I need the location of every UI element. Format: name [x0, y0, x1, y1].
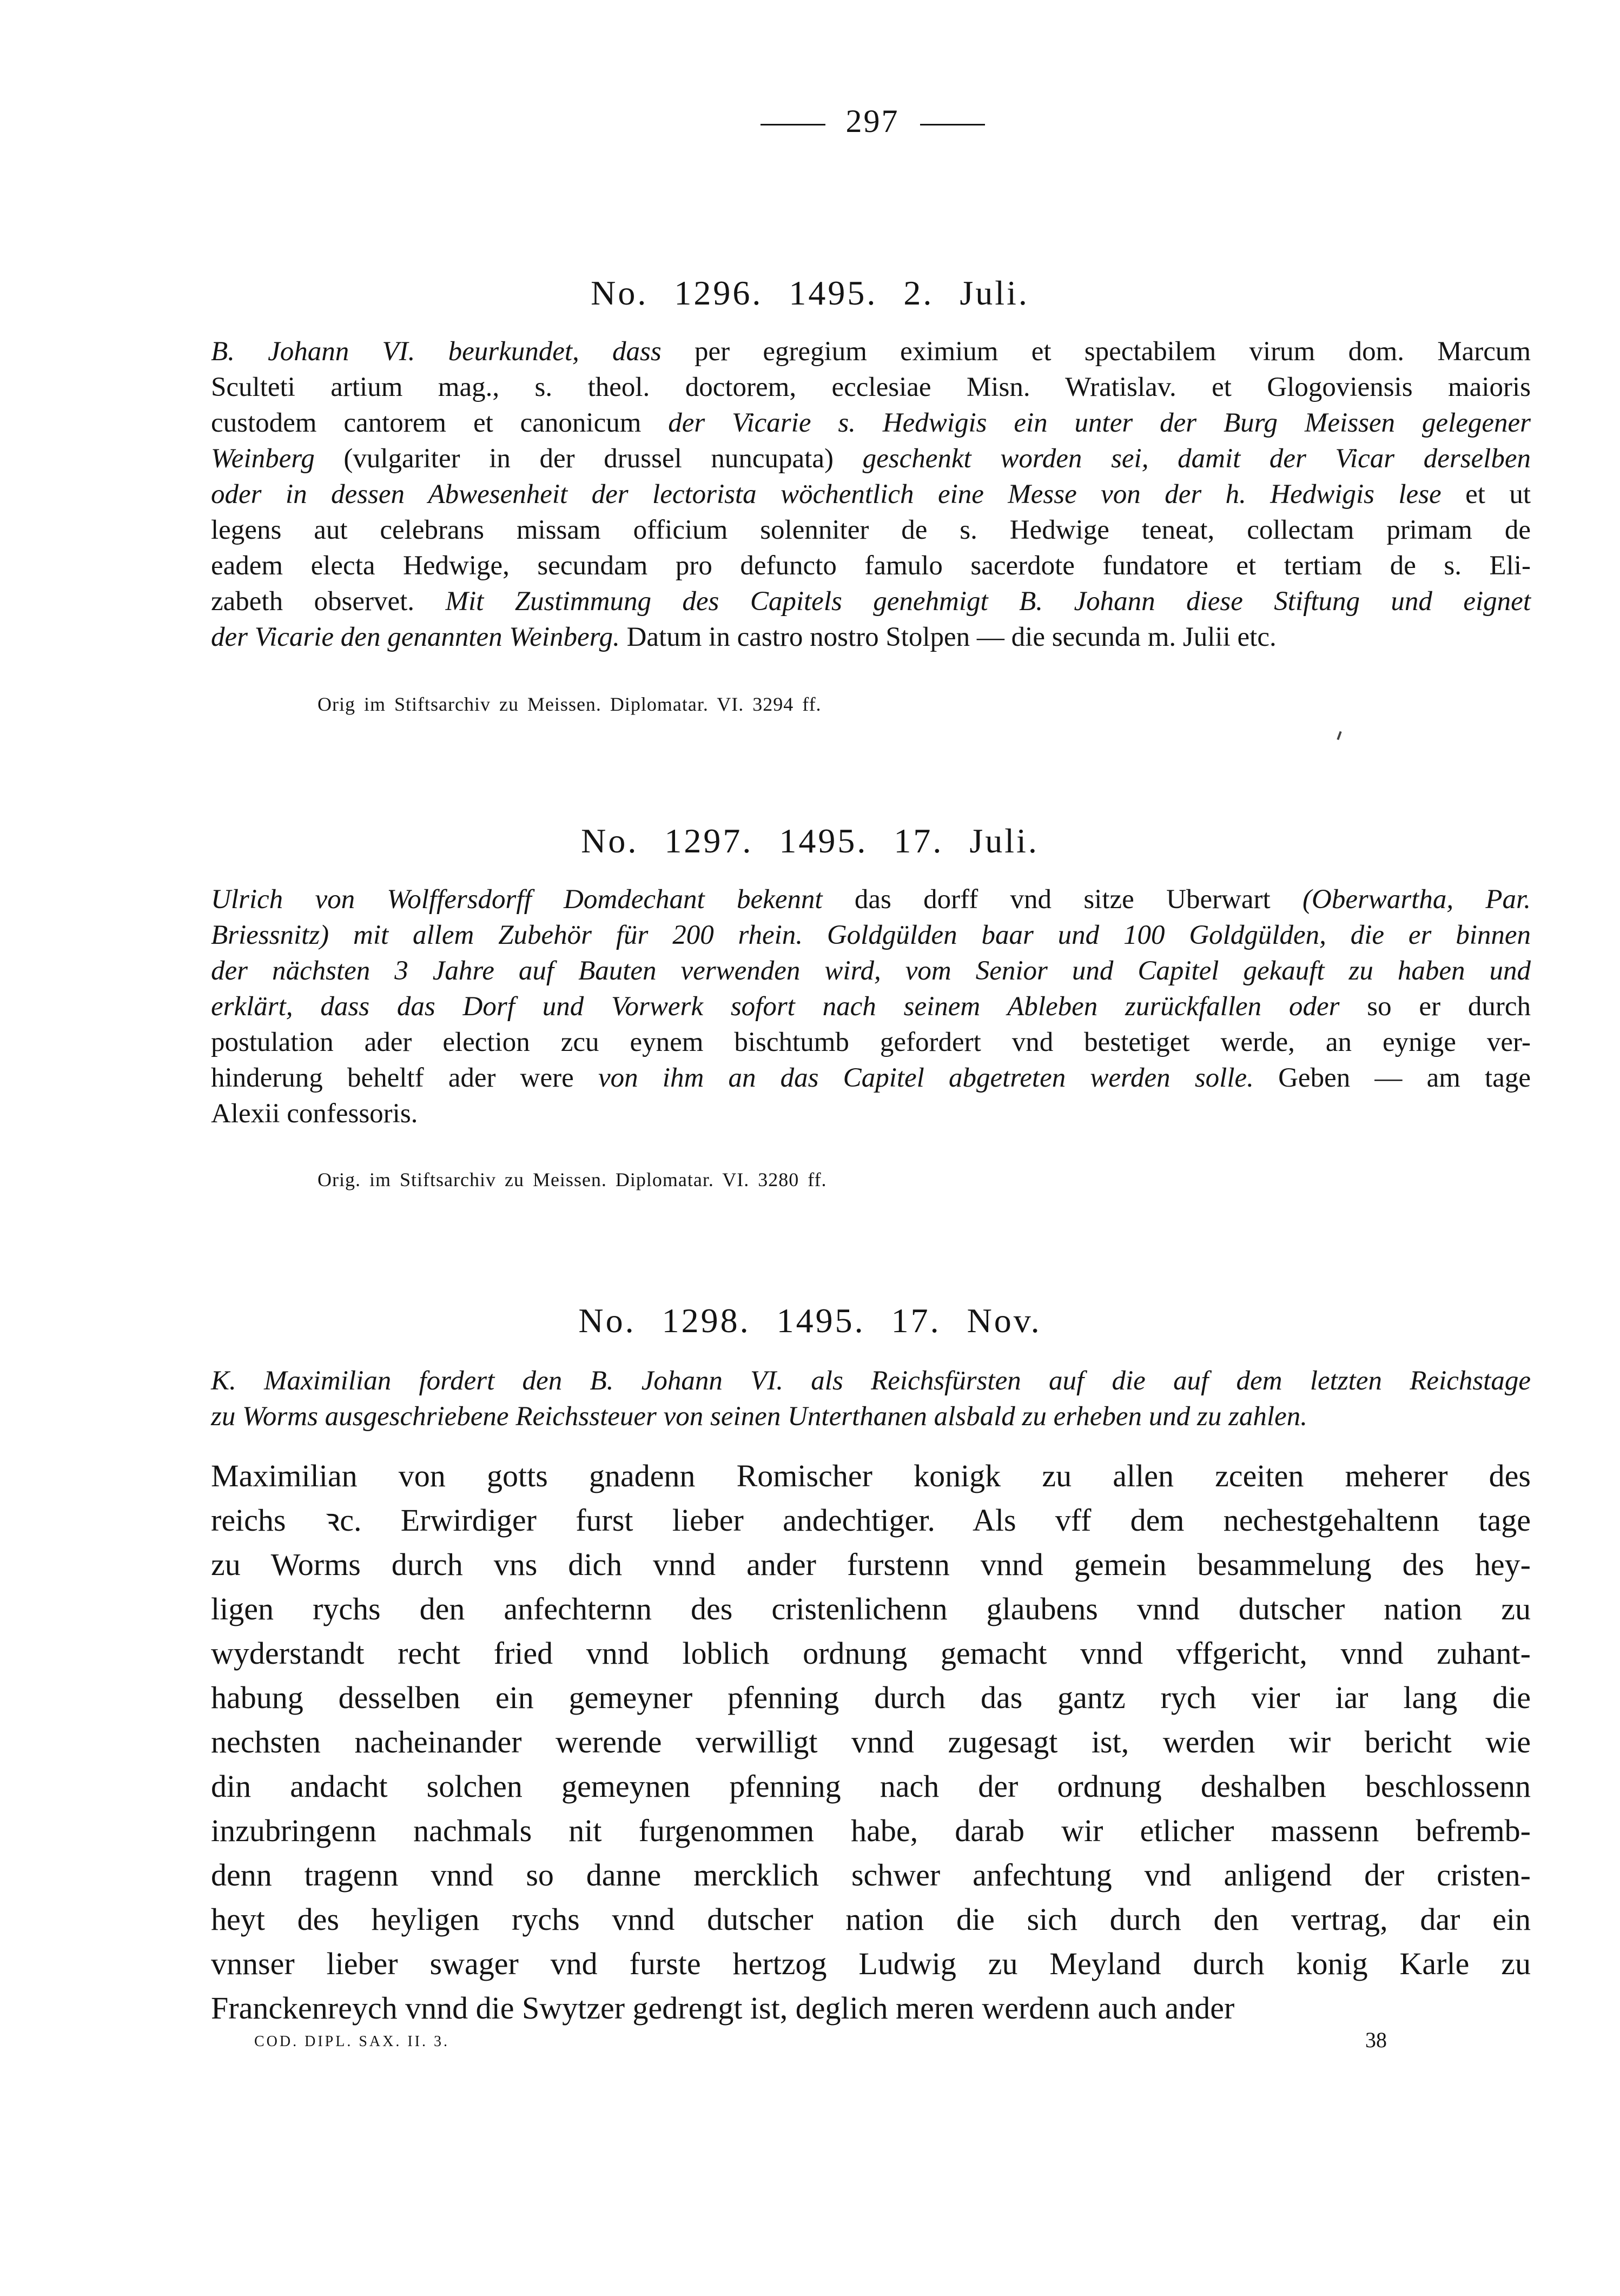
summary-line	[211, 953, 1531, 989]
entry-heading: No. 1298. 1495. 17. Nov.	[578, 1301, 1042, 1340]
text-run: eadem electa Hedwige, secundam pro defuncto famulo sacerdote fundatore et tertiam de s. Eli-	[211, 551, 1531, 581]
italic-run: der Vicarie den genannten Weinberg.	[211, 622, 620, 652]
summary-line	[211, 334, 1531, 369]
italic-run: zu Worms ausgeschriebene Reichssteuer von seinen Unterthanen alsbald zu erheben und zu zahlen.	[211, 1401, 1307, 1432]
summary-line	[211, 1399, 1531, 1434]
text-run: so er durch	[1339, 991, 1531, 1022]
header-dash-left	[761, 124, 825, 125]
summary-line	[211, 1060, 1531, 1096]
entry-source: Orig. im Stiftsarchiv zu Meissen. Diplomatar. VI. 3280 ff.	[318, 1169, 827, 1190]
text-run: Alexii confessoris.	[211, 1099, 418, 1129]
summary-line	[211, 989, 1531, 1024]
italic-run: Ulrich von Wolffersdorff Domdechant bekennt	[211, 884, 823, 915]
entry-heading: No. 1296. 1495. 2. Juli.	[591, 274, 1029, 312]
body-line: denn tragenn vnnd so danne mercklich schwer anfechtung vnd anligend der cristen-	[211, 1857, 1531, 1893]
text-run: custodem cantorem et canonicum	[211, 408, 669, 438]
italic-run: Mit Zustimmung des Capitels genehmigt B. Johann diese Stiftung und eignet	[445, 586, 1531, 617]
body-line: nechsten nacheinander werende verwilligt vnnd zugesagt ist, werden wir bericht wie	[211, 1724, 1531, 1759]
body-line: Franckenreych vnnd die Swytzer gedrengt ist, deglich meren werdenn auch ander	[211, 1990, 1235, 2026]
body-line: zu Worms durch vns dich vnnd ander furstenn vnnd gemein besammelung des hey-	[211, 1547, 1531, 1582]
summary-line	[211, 1096, 1531, 1132]
summary-line	[211, 584, 1531, 619]
text-run: das dorff vnd sitze Uberwart	[822, 884, 1302, 915]
text-run: hinderung beheltf ader were	[211, 1063, 598, 1093]
summary-line	[211, 405, 1531, 441]
text-run: et ut	[1441, 479, 1531, 510]
entry-summary	[211, 334, 1531, 655]
italic-run: K. Maximilian fordert den B. Johann VI. als Reichsfürsten auf die auf dem letzten Reichstage	[211, 1366, 1531, 1396]
italic-run: der nächsten 3 Jahre auf Bauten verwenden wird, vom Senior und Capitel gekauft zu haben und	[211, 956, 1531, 986]
italic-run: Weinberg	[211, 444, 315, 474]
body-line: din andacht solchen gemeynen pfenning nach der ordnung deshalben beschlossenn	[211, 1769, 1531, 1804]
body-line: wyderstandt recht fried vnnd loblich ordnung gemacht vnnd vffgericht, vnnd zuhant-	[211, 1636, 1531, 1671]
footer-sheet-number: 38	[1365, 2028, 1387, 2052]
italic-run: oder in dessen Abwesenheit der lectorista wöchentlich eine Messe von der h. Hedwigis lese	[211, 479, 1442, 510]
body-line: ligen rychs den anfechternn des cristenlichenn glaubens vnnd dutscher nation zu	[211, 1591, 1531, 1626]
page-number: 297	[845, 103, 900, 139]
entry-summary	[211, 882, 1531, 1132]
italic-run: (Oberwartha, Par.	[1302, 884, 1531, 915]
text-run: per egregium eximium et spectabilem virum dom. Marcum	[661, 336, 1531, 367]
summary-line	[211, 548, 1531, 584]
header-dash-right	[920, 124, 985, 125]
summary-line	[211, 477, 1531, 512]
text-run: zabeth observet.	[211, 586, 446, 617]
margin-mark	[1337, 731, 1341, 740]
entry-heading: No. 1297. 1495. 17. Juli.	[581, 822, 1039, 860]
body-line: habung desselben ein gemeyner pfenning durch das gantz rych vier iar lang die	[211, 1680, 1531, 1715]
body-line: reichs ꝛc. Erwirdiger furst lieber andechtiger. Als vff dem nechestgehaltenn tage	[211, 1503, 1531, 1538]
body-line: vnnser lieber swager vnd furste hertzog Ludwig zu Meyland durch konig Karle zu	[211, 1946, 1531, 1981]
page-header	[721, 103, 1024, 140]
italic-run: B. Johann VI. beurkundet, dass	[211, 336, 662, 367]
summary-line	[211, 917, 1531, 953]
document-body-text	[211, 1454, 1531, 2030]
body-line: Maximilian von gotts gnadenn Romischer konigk zu allen zceiten meherer des	[211, 1458, 1531, 1493]
text-run: Datum in castro nostro Stolpen — die secunda m. Julii etc.	[619, 622, 1277, 652]
text-run: Geben — am tage	[1253, 1063, 1531, 1093]
entry-summary	[211, 1363, 1531, 1434]
footer-signature: COD. DIPL. SAX. II. 3.	[254, 2033, 449, 2050]
summary-line	[211, 1363, 1531, 1399]
summary-line	[211, 369, 1531, 405]
italic-run: von ihm an das Capitel abgetreten werden solle.	[598, 1063, 1254, 1093]
text-run: postulation ader election zcu eynem bischtumb gefordert vnd bestetiget werde, an eynige ver-	[211, 1027, 1531, 1057]
italic-run: Briessnitz) mit allem Zubehör für 200 rhein. Goldgülden baar und 100 Goldgülden, die er binnen	[211, 920, 1531, 950]
text-run: Sculteti artium mag., s. theol. doctorem, ecclesiae Misn. Wratislav. et Glogoviensis maioris	[211, 372, 1531, 402]
italic-run: erklärt, dass das Dorf und Vorwerk sofort nach seinem Ableben zurückfallen oder	[211, 991, 1340, 1022]
summary-line	[211, 1024, 1531, 1060]
body-line: heyt des heyligen rychs vnnd dutscher nation die sich durch den vertrag, dar ein	[211, 1902, 1531, 1937]
text-run: legens aut celebrans missam officium solenniter de s. Hedwige teneat, collectam primam de	[211, 515, 1531, 545]
italic-run: geschenkt worden sei, damit der Vicar derselben	[862, 444, 1531, 474]
summary-line	[211, 441, 1531, 477]
entry-source: Orig im Stiftsarchiv zu Meissen. Diplomatar. VI. 3294 ff.	[318, 693, 822, 715]
summary-line	[211, 882, 1531, 917]
summary-line	[211, 512, 1531, 548]
body-line: inzubringenn nachmals nit furgenommen habe, darab wir etlicher massenn befremb-	[211, 1813, 1531, 1848]
text-run: (vulgariter in der drussel nuncupata)	[314, 444, 863, 474]
italic-run: der Vicarie s. Hedwigis ein unter der Burg Meissen gelegener	[668, 408, 1531, 438]
summary-line	[211, 619, 1531, 655]
